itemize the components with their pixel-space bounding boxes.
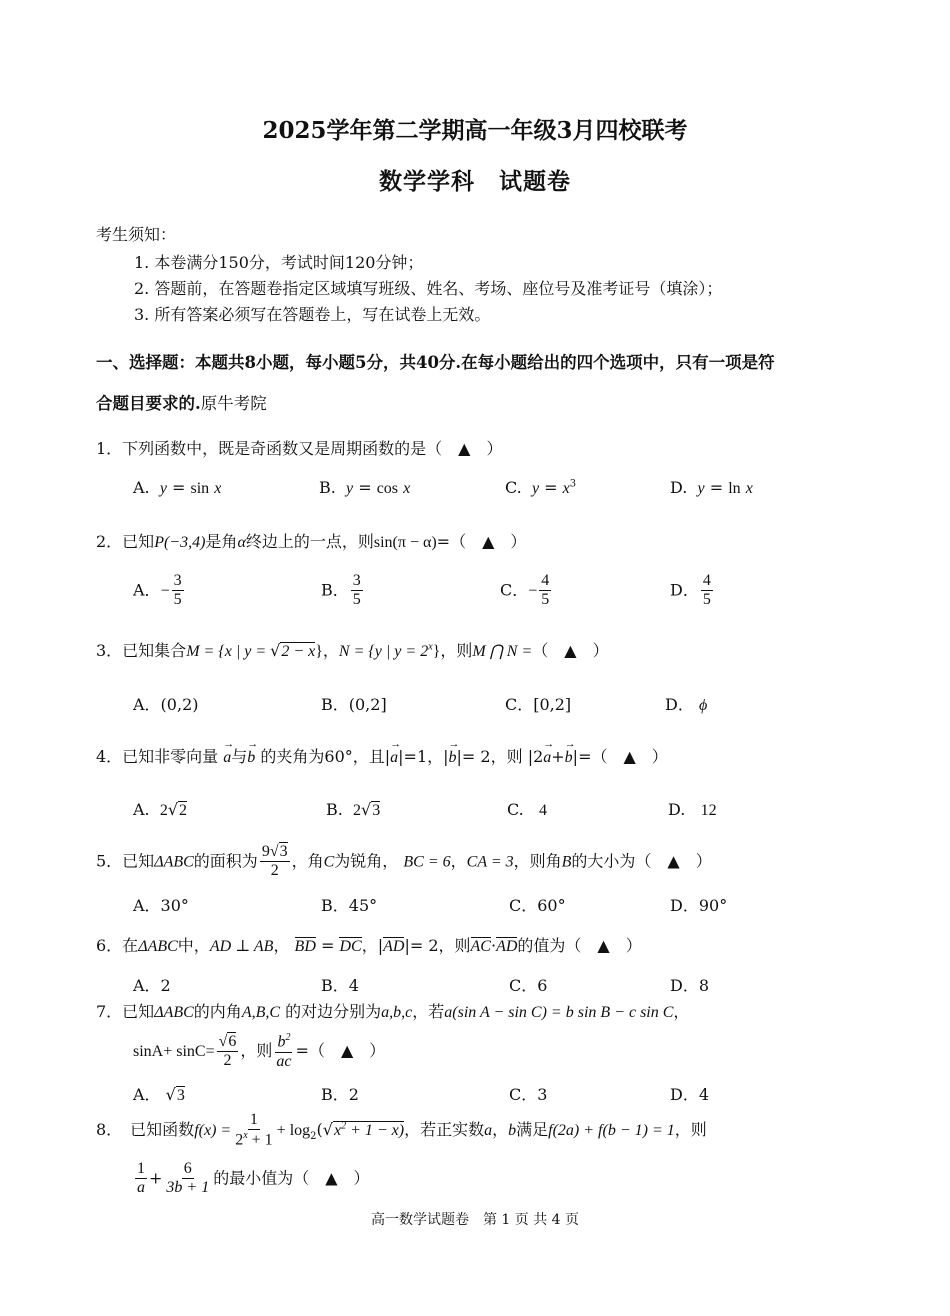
q4-option-d: D. 12 bbox=[668, 800, 717, 819]
page-footer: 高一数学试题卷 第 1 页 共 4 页 bbox=[370, 1212, 580, 1228]
q5-option-b: B．45° bbox=[321, 896, 378, 915]
q7-option-c: C．3 bbox=[509, 1085, 548, 1104]
q2-option-d: D． $\frac{4}{5}$ bbox=[670, 572, 711, 609]
q2-stem: 2．已知P(−3,4)是角α终边上的一点，则sin(π − α)=（ ▲ ） bbox=[96, 532, 527, 551]
q8-stem: 8． 已知函数f(x) = $\frac{1}{2^x + 1}$ + $\log_2(√x^2 + 1 - x)$，若正实数a，b满足f(2a) + f(b − 1) = 1，则 bbox=[96, 1111, 707, 1149]
q5-stem: 5．已知ΔABC的面积为 $\frac{9√3}{2}$ ，角C为锐角， BC = 6，CA = 3，则角B的大小为（ ▲ ） bbox=[96, 843, 712, 880]
section-heading-bold: 合题目要求的. bbox=[96, 394, 201, 413]
q4-stem: 4．已知非零向量 → a与→ b 的夹角为60°，且|→ a|=1，|→ b|= 2，则 |2→ a+→ b|=（ ▲ ） bbox=[96, 744, 668, 767]
q8-line2: $\frac{1}{a}$ + $\frac{6}{3b + 1}$ 的最小值为（ ▲ ） bbox=[137, 1160, 370, 1197]
q6-option-d: D．8 bbox=[670, 976, 710, 995]
q6-option-b: B．4 bbox=[321, 976, 359, 995]
q4-option-b: B. 2√3 bbox=[326, 800, 381, 819]
notice-heading: 考生须知： bbox=[96, 225, 177, 244]
q2-option-b: B． $\frac{3}{5}$ bbox=[321, 572, 361, 609]
q3-option-a: A．(0,2) bbox=[133, 695, 199, 714]
exam-title: 2025学年第二学期高一年级3月四校联考 bbox=[262, 117, 688, 144]
q7-option-b: B．2 bbox=[321, 1085, 359, 1104]
q5-option-a: A．30° bbox=[133, 896, 189, 915]
q4-option-a: A. 2√2 bbox=[133, 800, 188, 819]
q3-option-b: B．(0,2] bbox=[321, 695, 387, 714]
q4-option-c: C. 4 bbox=[507, 800, 548, 819]
q6-stem: 6．在ΔABC中，AD ⊥ AB， BD = DC，|AD|= 2，则AC·AD的值为（ ▲ ） bbox=[96, 936, 642, 955]
q1-option-c: C. $y = x^3$ bbox=[505, 478, 577, 497]
section-heading-line1: 一、选择题：本题共8小题，每小题5分，共40分.在每小题给出的四个选项中，只有一项是符 bbox=[96, 353, 775, 372]
q5-option-d: D．90° bbox=[670, 896, 728, 915]
q2-option-a: A．− $\frac{3}{5}$ bbox=[133, 572, 182, 609]
q7-stem: 7．已知ΔABC的内角A,B,C 的对边分别为a,b,c，若a(sin A − sin C) = b sin B − c sin C， bbox=[96, 1002, 690, 1021]
notice-item-1: 1. 本卷满分150分，考试时间120分钟； bbox=[134, 253, 424, 272]
q3-option-d: D． ϕ bbox=[665, 695, 708, 714]
q1-option-a: A. y = sin x bbox=[133, 478, 222, 497]
exam-subtitle: 数学学科 试题卷 bbox=[379, 168, 571, 195]
section-heading-line2 bbox=[96, 390, 267, 414]
q3-option-c: C．[0,2] bbox=[505, 695, 572, 714]
q1-option-b: B. y = cos x bbox=[319, 478, 411, 497]
q3-stem: 3．已知集合M = {x | y = √2 − x}，N = {y | $y = 2^x$}，则M ⋂ N =（ ▲ ） bbox=[96, 641, 609, 660]
q5-option-c: C．60° bbox=[509, 896, 566, 915]
q7-option-a: A． √3 bbox=[133, 1085, 185, 1104]
q1-stem: 1．下列函数中，既是奇函数又是周期函数的是（ ▲ ） bbox=[96, 439, 503, 458]
notice-item-3: 3. 所有答案必须写在答题卷上，写在试卷上无效。 bbox=[134, 305, 491, 324]
q1-option-d: D. y = ln x bbox=[670, 478, 753, 497]
notice-item-2: 2. 答题前，在答题卷指定区域填写班级、姓名、考场、座位号及准考证号（填涂）； bbox=[134, 279, 723, 298]
q6-option-c: C．6 bbox=[509, 976, 548, 995]
q7-line2: sinA+ sinC= $\frac{√6}{2}$ ，则 $\frac{b^2}{ac}$ =（ ▲ ） bbox=[133, 1032, 386, 1070]
q2-option-c: C．− $\frac{4}{5}$ bbox=[500, 572, 550, 609]
q7-option-d: D．4 bbox=[670, 1085, 710, 1104]
q6-option-a: A．2 bbox=[133, 976, 171, 995]
section-heading-watermark: 原牛考院 bbox=[200, 394, 267, 413]
